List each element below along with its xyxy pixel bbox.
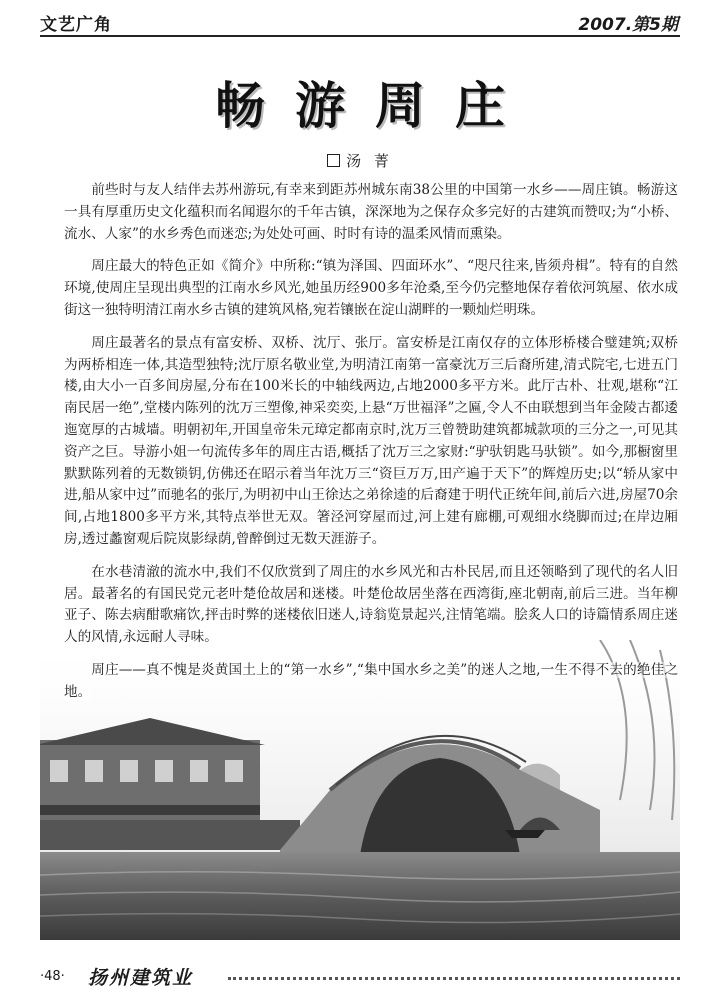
header-rule (40, 35, 680, 37)
issue-number: 2007.第5期 (578, 15, 678, 35)
paragraph-4: 在水巷清澈的流水中,我们不仅欣赏到了周庄的水乡风光和古朴民居,而且还领略到了现代的名人旧居。最著名的有国民党元老叶楚伧故居和迷楼。叶楚伧故居坐落在西湾街,座北朝南,前后三进。当年柳亚子、陈去病酣歌痛饮,抨击时弊的迷楼依旧迷人,诗翁览景起兴,注情笔端。脍炙人口的诗篇情系周庄迷人的风情,永远耐人寻味。 (64, 563, 678, 646)
article-title: 畅游周庄 (215, 77, 535, 135)
magazine-logo: 扬州建筑业 (88, 967, 194, 989)
page-header (40, 8, 680, 34)
paragraph-5: 周庄——真不愧是炎黄国土上的“第一水乡”,“集中国水乡之美”的迷人之地,一生不得不去的绝佳之地。 (64, 661, 678, 700)
footer-dotted-rule (228, 977, 680, 980)
square-box-icon (327, 154, 340, 167)
author-line (0, 150, 720, 171)
paragraph-3: 周庄最著名的景点有富安桥、双桥、沈厅、张厅。富安桥是江南仅存的立体形桥楼合璧建筑;双桥为两桥相连一体,其造型独特;沈厅原名敬业堂,为明清江南第一富豪沈万三后裔所建,清式院宅,七进五门楼,由大小一百多间房屋,分布在100米长的中轴线两边,占地2000多平方米。此厅古朴、壮观,堪称“江南民居一绝”,堂楼内陈列的沈万三塑像,神采奕奕,上悬“万世福泽”之匾,令人不由联想到当年金陵古都逶迤宽厚的古城墙。明朝初年,开国皇帝朱元璋定都南京时,沈万三曾赞助建筑都城款项的三分之一,可见其资产之巨。导游小姐一句流传多年的周庄古语,概括了沈万三之家财:“驴驮钥匙马驮锁”。如今,那橱窗里默默陈列着的无数锁钥,仿佛还在昭示着当年沈万三“资巨万万,田产遍于天下”的辉煌历史;以“轿从家中进,船从家中过”而驰名的张厅,为明初中山王徐达之弟徐逵的后裔建于明代正统年间,前后六进,房屋70余间,占地1800多平方米,其特点举世无双。箸泾河穿屋而过,河上建有廊棚,可观细水绕脚而过;在岸边厢房,透过蠡窗观后院岚影绿荫,曾醉倒过无数天涯游子。 (64, 334, 678, 547)
page-footer (40, 962, 680, 992)
paragraph-2: 周庄最大的特色正如《简介》中所称:“镇为泽国、四面环水”、“咫尺往来,皆须舟楫”。特有的自然环境,使周庄呈现出典型的江南水乡风光,她虽历经900多年沧桑,至今仍完整地保存着依河筑屋、依水成街这一独特明清江南水乡古镇的建筑风格,宛若镶嵌在淀山湖畔的一颗灿烂明珠。 (64, 258, 678, 318)
paragraph-1: 前些时与友人结伴去苏州游玩,有幸来到距苏州城东南38公里的中国第一水乡——周庄镇。畅游这一具有厚重历史文化蕴积而名闻遐尔的千年古镇，深深地为之保存众多完好的古建筑而赞叹;为“小桥、流水、人家”的水乡秀色而迷恋;为处处可画、时时有诗的温柔风情而熏染。 (64, 182, 678, 242)
author-name: 汤 菁 (346, 152, 393, 170)
article-body (64, 176, 678, 715)
section-title: 文艺广角 (40, 15, 112, 35)
page-number: ·48· (40, 969, 65, 984)
